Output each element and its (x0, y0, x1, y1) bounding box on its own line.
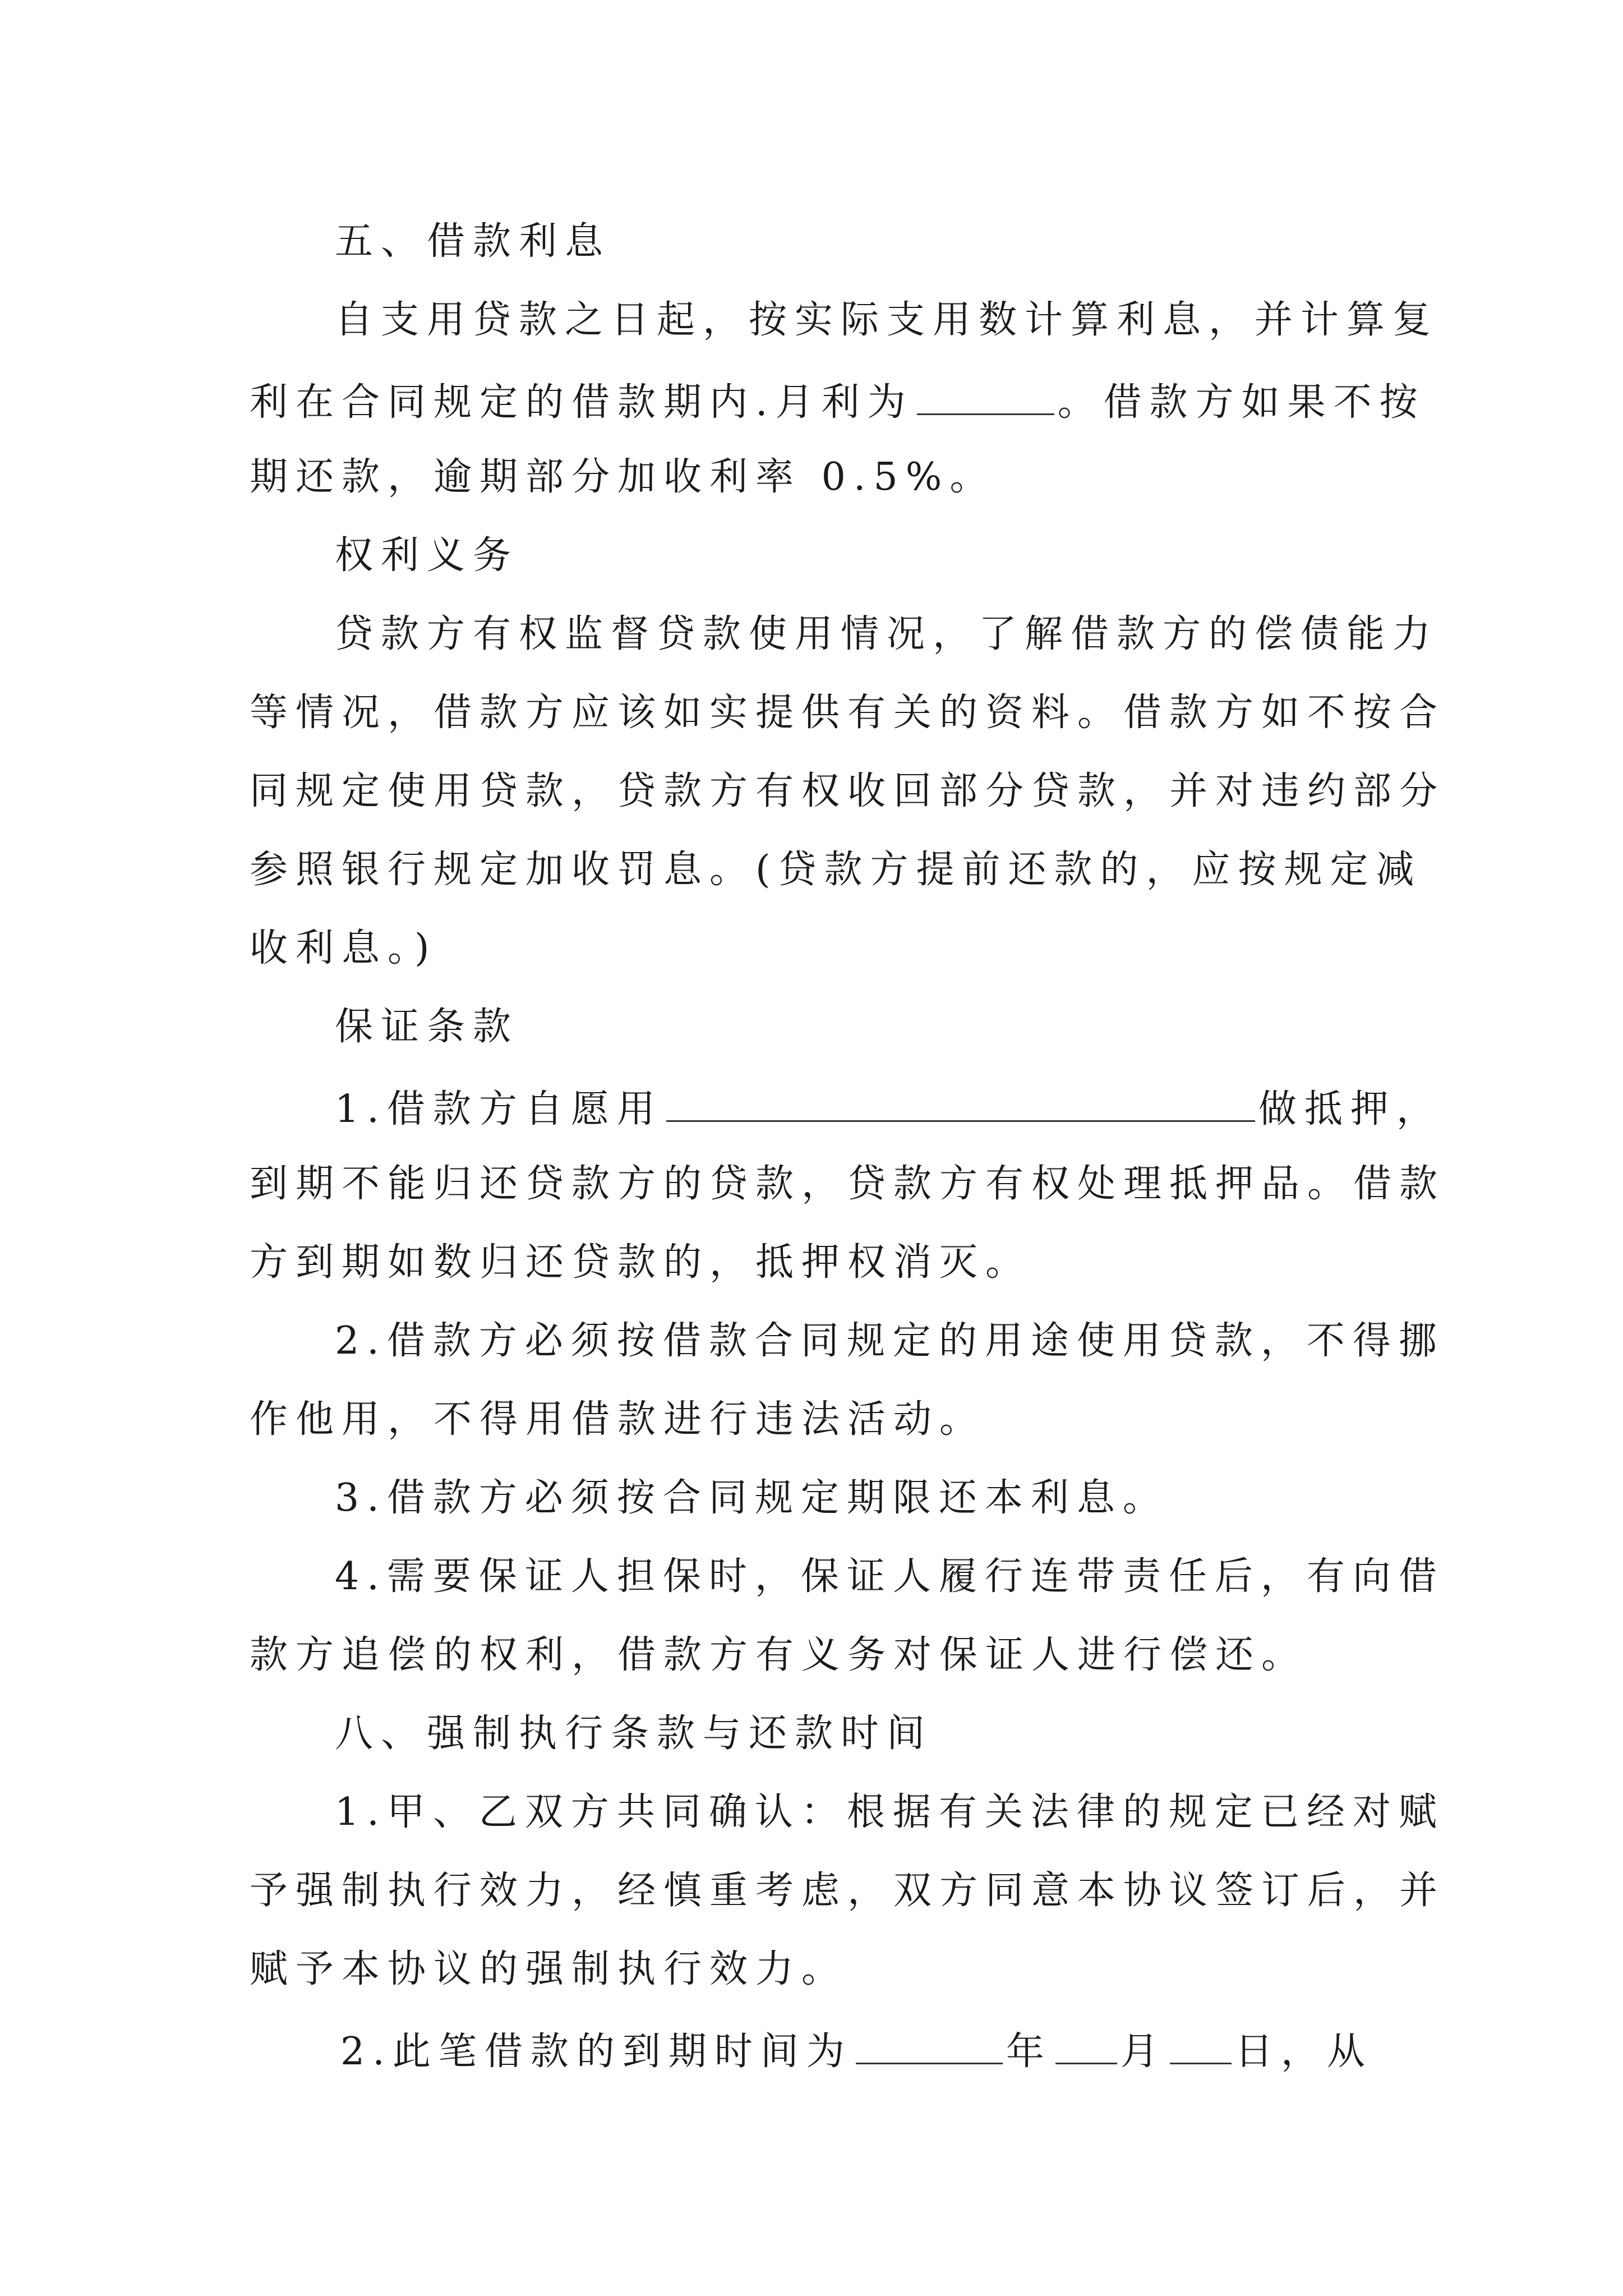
paragraph-line (250, 380, 1426, 425)
line-text: 利在合同规定的借款期内.月利为 (250, 380, 914, 425)
line-text: 收利息。) (250, 926, 437, 970)
paragraph-line (250, 769, 1446, 813)
line-text: 到期不能归还贷款方的贷款，贷款方有权处理抵押品。借款 (250, 1162, 1446, 1206)
line-text: 作他用，不得用借款进行违法活动。 (250, 1397, 986, 1442)
paragraph-line (250, 455, 996, 499)
line-text: 。借款方如果不按 (1057, 380, 1426, 425)
line-text: 做抵押， (1258, 1087, 1442, 1131)
paragraph-line (335, 1476, 1169, 1520)
paragraph-line (250, 1397, 986, 1442)
section-heading-guarantee (335, 1005, 519, 1049)
paragraph-line (335, 1554, 1445, 1599)
blank-monthly-rate (917, 380, 1054, 415)
paragraph-line (250, 1633, 1308, 1677)
line-text: 月 (1120, 2030, 1166, 2074)
line-text: 1.甲、乙双方共同确认：根据有关法律的规定已经对赋 (335, 1790, 1445, 1834)
line-text: 予强制执行效力，经慎重考虑，双方同意本协议签订后，并 (250, 1869, 1446, 1913)
section-heading-interest (335, 219, 611, 264)
line-text: 同规定使用贷款，贷款方有权收回部分贷款，并对违约部分 (250, 769, 1446, 813)
heading-text: 八、强制执行条款与还款时间 (335, 1711, 933, 1756)
paragraph-line (335, 612, 1439, 656)
paragraph-line (250, 691, 1446, 735)
line-text: 赋予本协议的强制执行效力。 (250, 1947, 848, 1991)
section-heading-rights (335, 533, 519, 578)
line-text: 方到期如数归还贷款的，抵押权消灭。 (250, 1240, 1032, 1285)
blank-collateral (666, 1087, 1255, 1122)
paragraph-line (250, 1947, 848, 1991)
heading-text: 保证条款 (335, 1005, 519, 1049)
paragraph-line (250, 848, 1422, 892)
paragraph-line (250, 926, 437, 970)
heading-text: 权利义务 (335, 533, 519, 578)
line-text: 2.借款方必须按借款合同规定的用途使用贷款，不得挪 (335, 1319, 1445, 1363)
paragraph-line (340, 2029, 1373, 2074)
line-text: 自支用贷款之日起，按实际支用数计算利息，并计算复 (335, 298, 1439, 342)
paragraph-line (335, 1087, 1442, 1129)
paragraph-line (335, 1790, 1445, 1834)
line-text: 贷款方有权监督贷款使用情况，了解借款方的偿债能力 (335, 612, 1439, 656)
blank-day (1170, 2029, 1232, 2064)
paragraph-line (250, 1162, 1446, 1206)
blank-year (856, 2029, 1003, 2064)
line-text: 期还款，逾期部分加收利率 0.5%。 (250, 455, 996, 499)
line-text: 等情况，借款方应该如实提供有关的资料。借款方如不按合 (250, 691, 1446, 735)
paragraph-line (250, 1240, 1032, 1285)
line-text: 3.借款方必须按合同规定期限还本利息。 (335, 1476, 1169, 1520)
blank-month (1055, 2029, 1117, 2064)
line-text: 2.此笔借款的到期时间为 (340, 2030, 852, 2074)
line-text: 4.需要保证人担保时，保证人履行连带责任后，有向借 (335, 1554, 1445, 1599)
paragraph-line (250, 1869, 1446, 1913)
section-heading-enforcement (335, 1711, 933, 1756)
line-text: 年 (1006, 2030, 1052, 2074)
paragraph-line (335, 298, 1439, 342)
line-text: 1.借款方自愿用 (335, 1087, 663, 1131)
line-text: 款方追偿的权利，借款方有义务对保证人进行偿还。 (250, 1633, 1308, 1677)
heading-text: 五、借款利息 (335, 219, 611, 264)
paragraph-line (335, 1319, 1445, 1363)
line-text: 日，从 (1234, 2030, 1373, 2074)
line-text: 参照银行规定加收罚息。(贷款方提前还款的，应按规定减 (250, 848, 1422, 892)
